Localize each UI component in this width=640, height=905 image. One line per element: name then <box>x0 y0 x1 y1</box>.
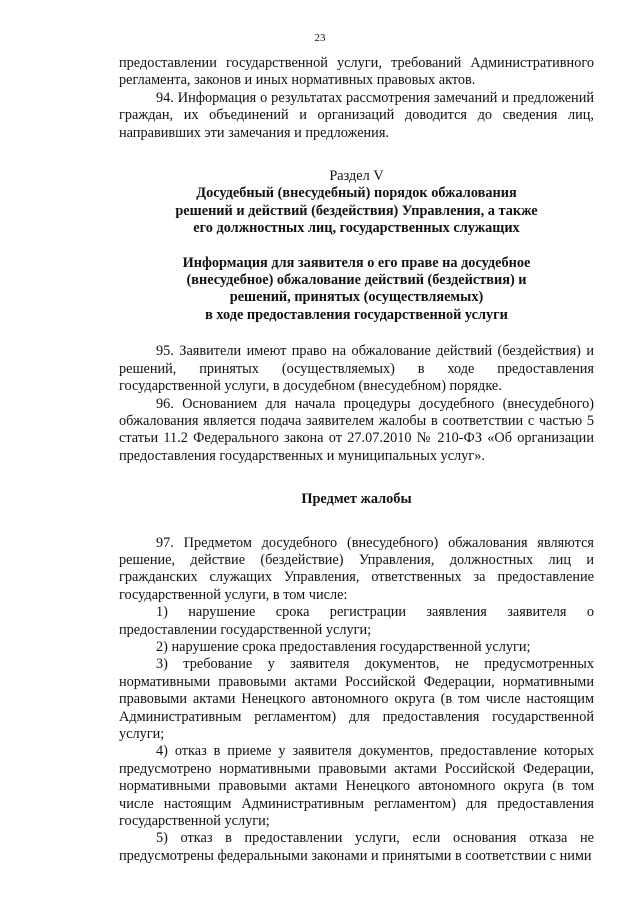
list-item-2: 2) нарушение срока предоставления государственной услуги; <box>156 638 531 655</box>
paragraph-94: 94. Информация о результатах рассмотрения замечаний и предложений граждан, их объединений и организаций доводится до сведения лиц, направивших эти замечания и предложения. <box>119 89 594 141</box>
section-title-line-1: Досудебный (внесудебный) порядок обжалования <box>196 185 517 202</box>
paragraph-continuation: предоставлении государственной услуги, требований Административного регламента, законов и иных нормативных правовых актов. <box>119 55 594 89</box>
list-item-4: 4) отказ в приеме у заявителя документов, предоставление которых предусмотрено нормативными правовыми актами Российской Федерации, нормативными правовыми актами Ненецкого автономного округа (в том числе настоящим Административным регламентом) для предоставления государственной услуги; <box>119 743 594 830</box>
paragraph-95: 95. Заявители имеют право на обжалование действий (бездействия) и решений, принятых (осуществляемых) в ходе предоставления государственной услуги, в досудебном (внесудебном) порядке. <box>119 343 594 395</box>
page-content <box>119 55 594 865</box>
section-title-line-3: его должностных лиц, государственных служащих <box>193 220 520 237</box>
paragraph-96: 96. Основанием для начала процедуры досудебного (внесудебного) обжалования является подача заявителем жалобы в соответствии с частью 5 статьи 11.2 Федерального закона от 27.07.2010 № 210-ФЗ «Об организации предоставления государственных и муниципальных услуг». <box>119 395 594 464</box>
list-item-5: 5) отказ в предоставлении услуги, если основания отказа не предусмотрены федеральными законами и принятыми в соответствии с ними <box>119 830 594 864</box>
section-number: Раздел V <box>329 168 384 185</box>
page-number: 23 <box>314 32 326 44</box>
list-item-1: 1) нарушение срока регистрации заявления заявителя о предоставлении государственной услуги; <box>119 604 594 638</box>
section-title-line-2: решений и действий (бездействия) Управления, а также <box>175 202 538 219</box>
subject-heading: Предмет жалобы <box>301 491 412 508</box>
paragraph-97: 97. Предметом досудебного (внесудебного) обжалования являются решение, действие (бездействие) Управления, должностных лиц и гражданских служащих Управления, ответственных за предоставление государственной услуги, в том числе: <box>119 534 594 603</box>
info-heading-line-2: (внесудебное) обжалование действий (бездействия) и <box>186 272 527 289</box>
list-item-3: 3) требование у заявителя документов, не предусмотренных нормативными правовыми актами Российской Федерации, нормативными правовыми актами Ненецкого автономного округа (в том числе настоящим Административным регламентом) для предоставления государственной услуги; <box>119 656 594 742</box>
info-heading-line-1: Информация для заявителя о его праве на досудебное <box>182 254 531 271</box>
info-heading-line-3: решений, принятых (осуществляемых) <box>229 289 484 306</box>
info-heading-line-4: в ходе предоставления государственной услуги <box>205 306 508 323</box>
